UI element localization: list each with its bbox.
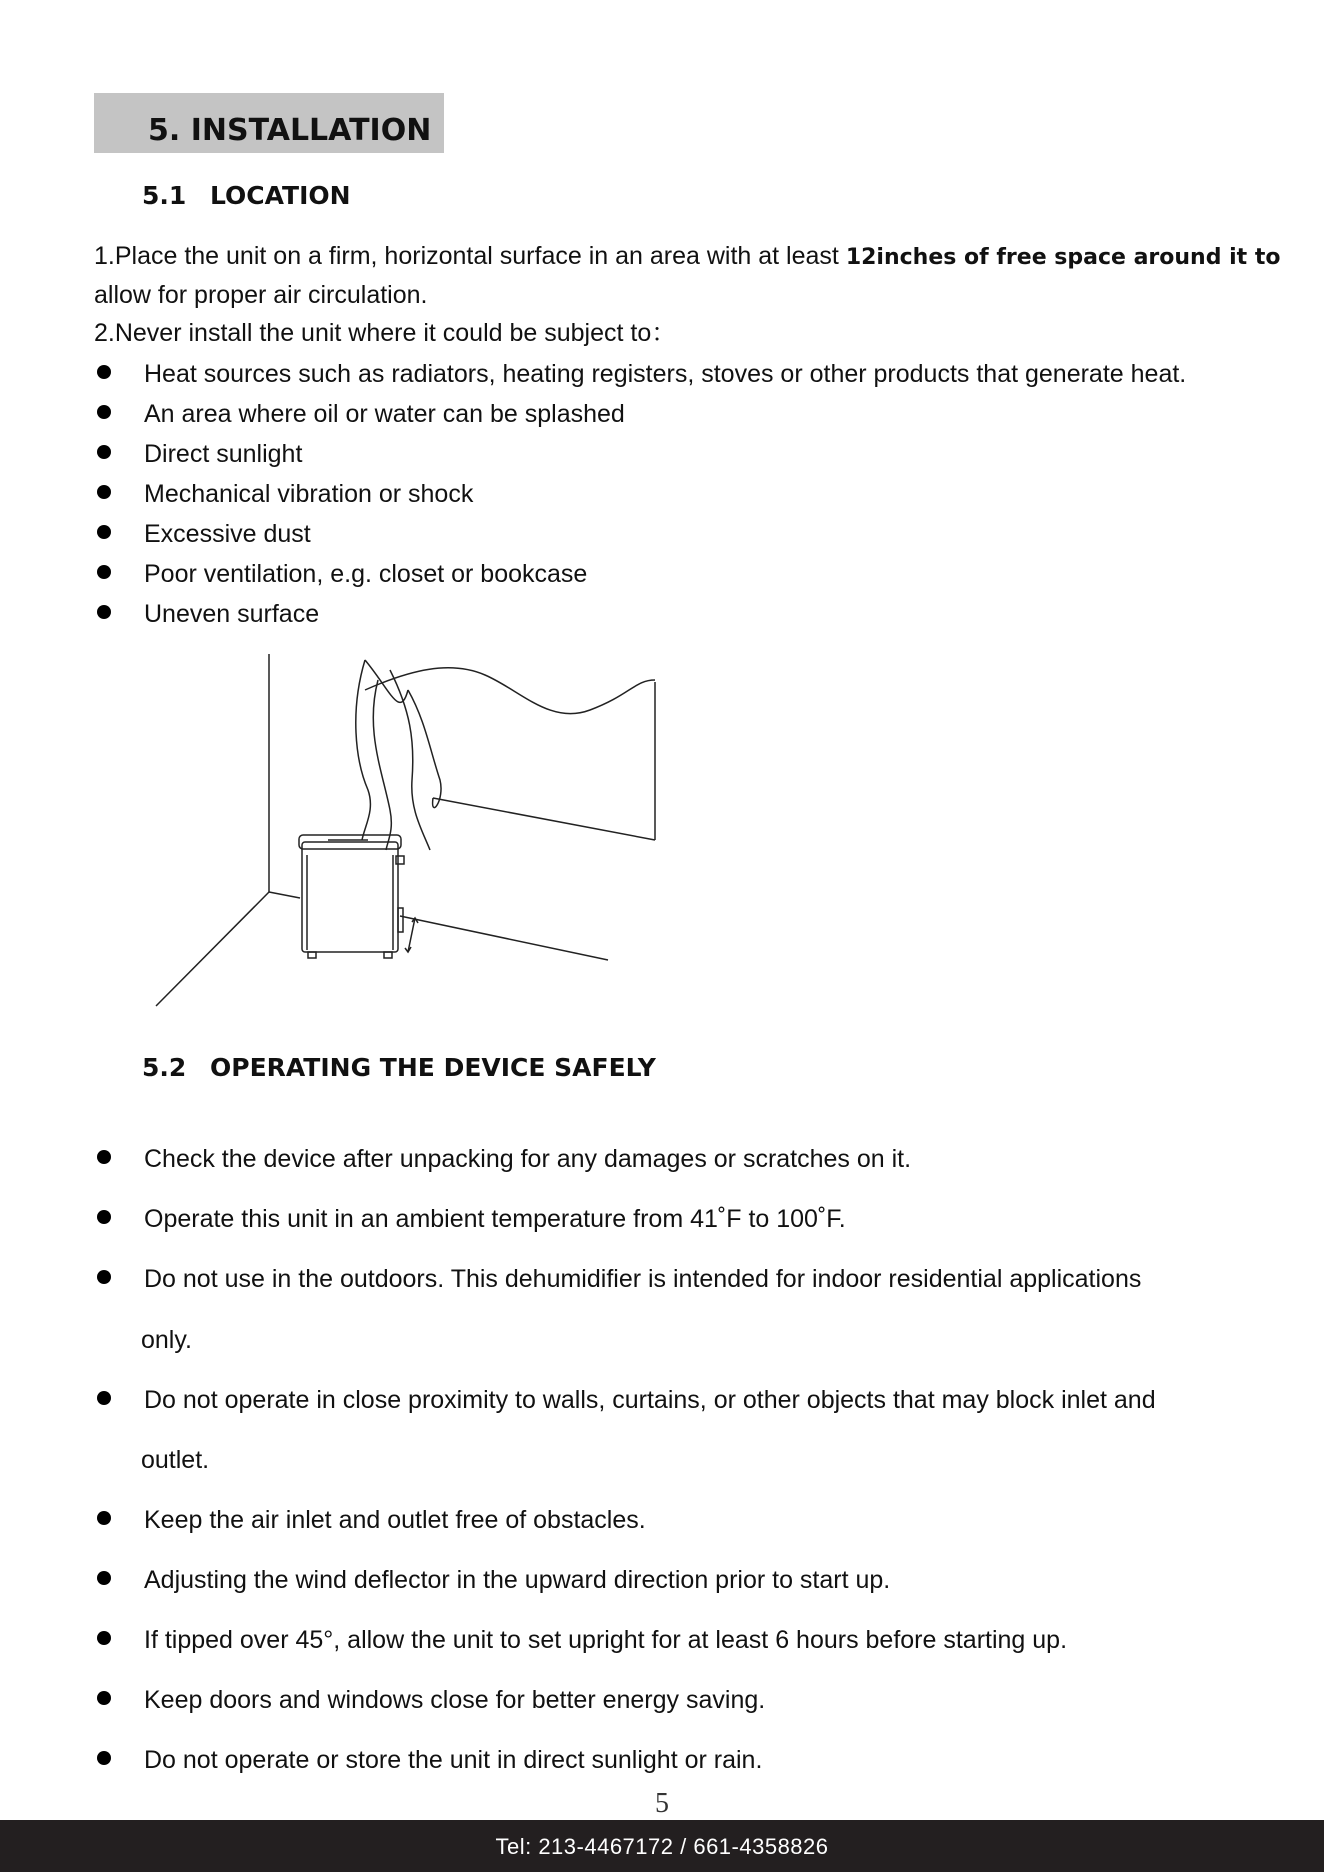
section-title: 5. INSTALLATION	[148, 113, 432, 148]
list-item	[97, 1264, 1141, 1294]
list-item	[97, 1565, 890, 1595]
floor-right-line	[400, 916, 608, 960]
list-item	[97, 599, 319, 629]
bullet-icon	[97, 485, 111, 499]
subsection-title: LOCATION	[210, 181, 351, 210]
paragraph-bold-text: 12inches of free space around it to	[845, 245, 1281, 270]
subsection-heading-operating	[142, 1053, 656, 1082]
list-item-text: If tipped over 45°, allow the unit to set upright for at least 6 hours before starting up.	[144, 1626, 1068, 1654]
location-paragraph-1-cont: allow for proper air circulation.	[94, 281, 428, 309]
list-item-text: Operate this unit in an ambient temperature from 41˚F to 100˚F.	[144, 1205, 846, 1233]
list-item	[97, 1144, 911, 1174]
subsection-heading-location	[142, 181, 351, 210]
list-item	[97, 479, 473, 509]
installation-illustration	[150, 650, 670, 1010]
list-item-continuation: only.	[141, 1326, 192, 1354]
bullet-icon	[97, 1751, 111, 1765]
list-item-text: Do not use in the outdoors. This dehumidifier is intended for indoor residential applications	[144, 1265, 1142, 1293]
location-paragraph-2: 2.Never install the unit where it could be subject to：	[94, 319, 677, 347]
list-item	[97, 399, 625, 429]
list-item	[97, 1385, 1156, 1415]
list-item-text: Do not operate in close proximity to walls, curtains, or other objects that may block inlet and	[144, 1386, 1156, 1414]
section-heading	[94, 93, 444, 153]
subsection-number: 5.2	[142, 1053, 187, 1082]
bullet-icon	[97, 405, 111, 419]
list-item	[97, 519, 311, 549]
list-item-text: Keep doors and windows close for better energy saving.	[144, 1686, 766, 1714]
list-item-text: Poor ventilation, e.g. closet or bookcase	[144, 560, 588, 588]
list-item-text: Keep the air inlet and outlet free of obstacles.	[144, 1506, 646, 1534]
list-item	[97, 359, 1186, 389]
clearance-arrow	[408, 918, 415, 952]
bullet-icon	[97, 565, 111, 579]
list-item-text: Uneven surface	[144, 600, 320, 628]
page-number: 5	[655, 1788, 669, 1819]
bullet-icon	[97, 525, 111, 539]
list-item	[97, 439, 302, 469]
list-item-text: Check the device after unpacking for any damages or scratches on it.	[144, 1145, 912, 1173]
list-item-continuation: outlet.	[141, 1446, 210, 1474]
list-item-text: Mechanical vibration or shock	[144, 480, 474, 508]
list-item-text: An area where oil or water can be splashed	[144, 400, 625, 428]
subsection-title: OPERATING THE DEVICE SAFELY	[210, 1053, 656, 1082]
bullet-icon	[97, 1571, 111, 1585]
bullet-icon	[97, 445, 111, 459]
list-item-text: Adjusting the wind deflector in the upward direction prior to start up.	[144, 1566, 891, 1594]
bullet-icon	[97, 1150, 111, 1164]
dehumidifier-body	[302, 842, 398, 952]
list-item	[97, 1745, 762, 1775]
location-paragraph-1	[94, 241, 1280, 273]
footer-contact: Tel: 213-4467172 / 661-4358826	[495, 1834, 829, 1859]
bullet-icon	[97, 1511, 111, 1525]
list-item-text: Excessive dust	[144, 520, 311, 548]
bullet-icon	[97, 1631, 111, 1645]
paragraph-text: 1.Place the unit on a firm, horizontal surface in an area with at least	[94, 242, 839, 270]
footer-bar	[0, 1820, 1324, 1872]
bullet-icon	[97, 1391, 111, 1405]
list-item-text: Heat sources such as radiators, heating registers, stoves or other products that generate heat.	[144, 360, 1187, 388]
list-item-text: Direct sunlight	[144, 440, 303, 468]
bullet-icon	[97, 1270, 111, 1284]
list-item	[97, 1625, 1067, 1655]
list-item	[97, 1505, 646, 1535]
bullet-icon	[97, 1210, 111, 1224]
bullet-icon	[97, 605, 111, 619]
list-item-text: Do not operate or store the unit in direct sunlight or rain.	[144, 1746, 763, 1774]
list-item	[97, 1685, 765, 1715]
subsection-number: 5.1	[142, 181, 187, 210]
list-item	[97, 559, 587, 589]
list-item	[97, 1204, 846, 1234]
bullet-icon	[97, 365, 111, 379]
bullet-icon	[97, 1691, 111, 1705]
floor-left-line	[156, 892, 269, 1006]
